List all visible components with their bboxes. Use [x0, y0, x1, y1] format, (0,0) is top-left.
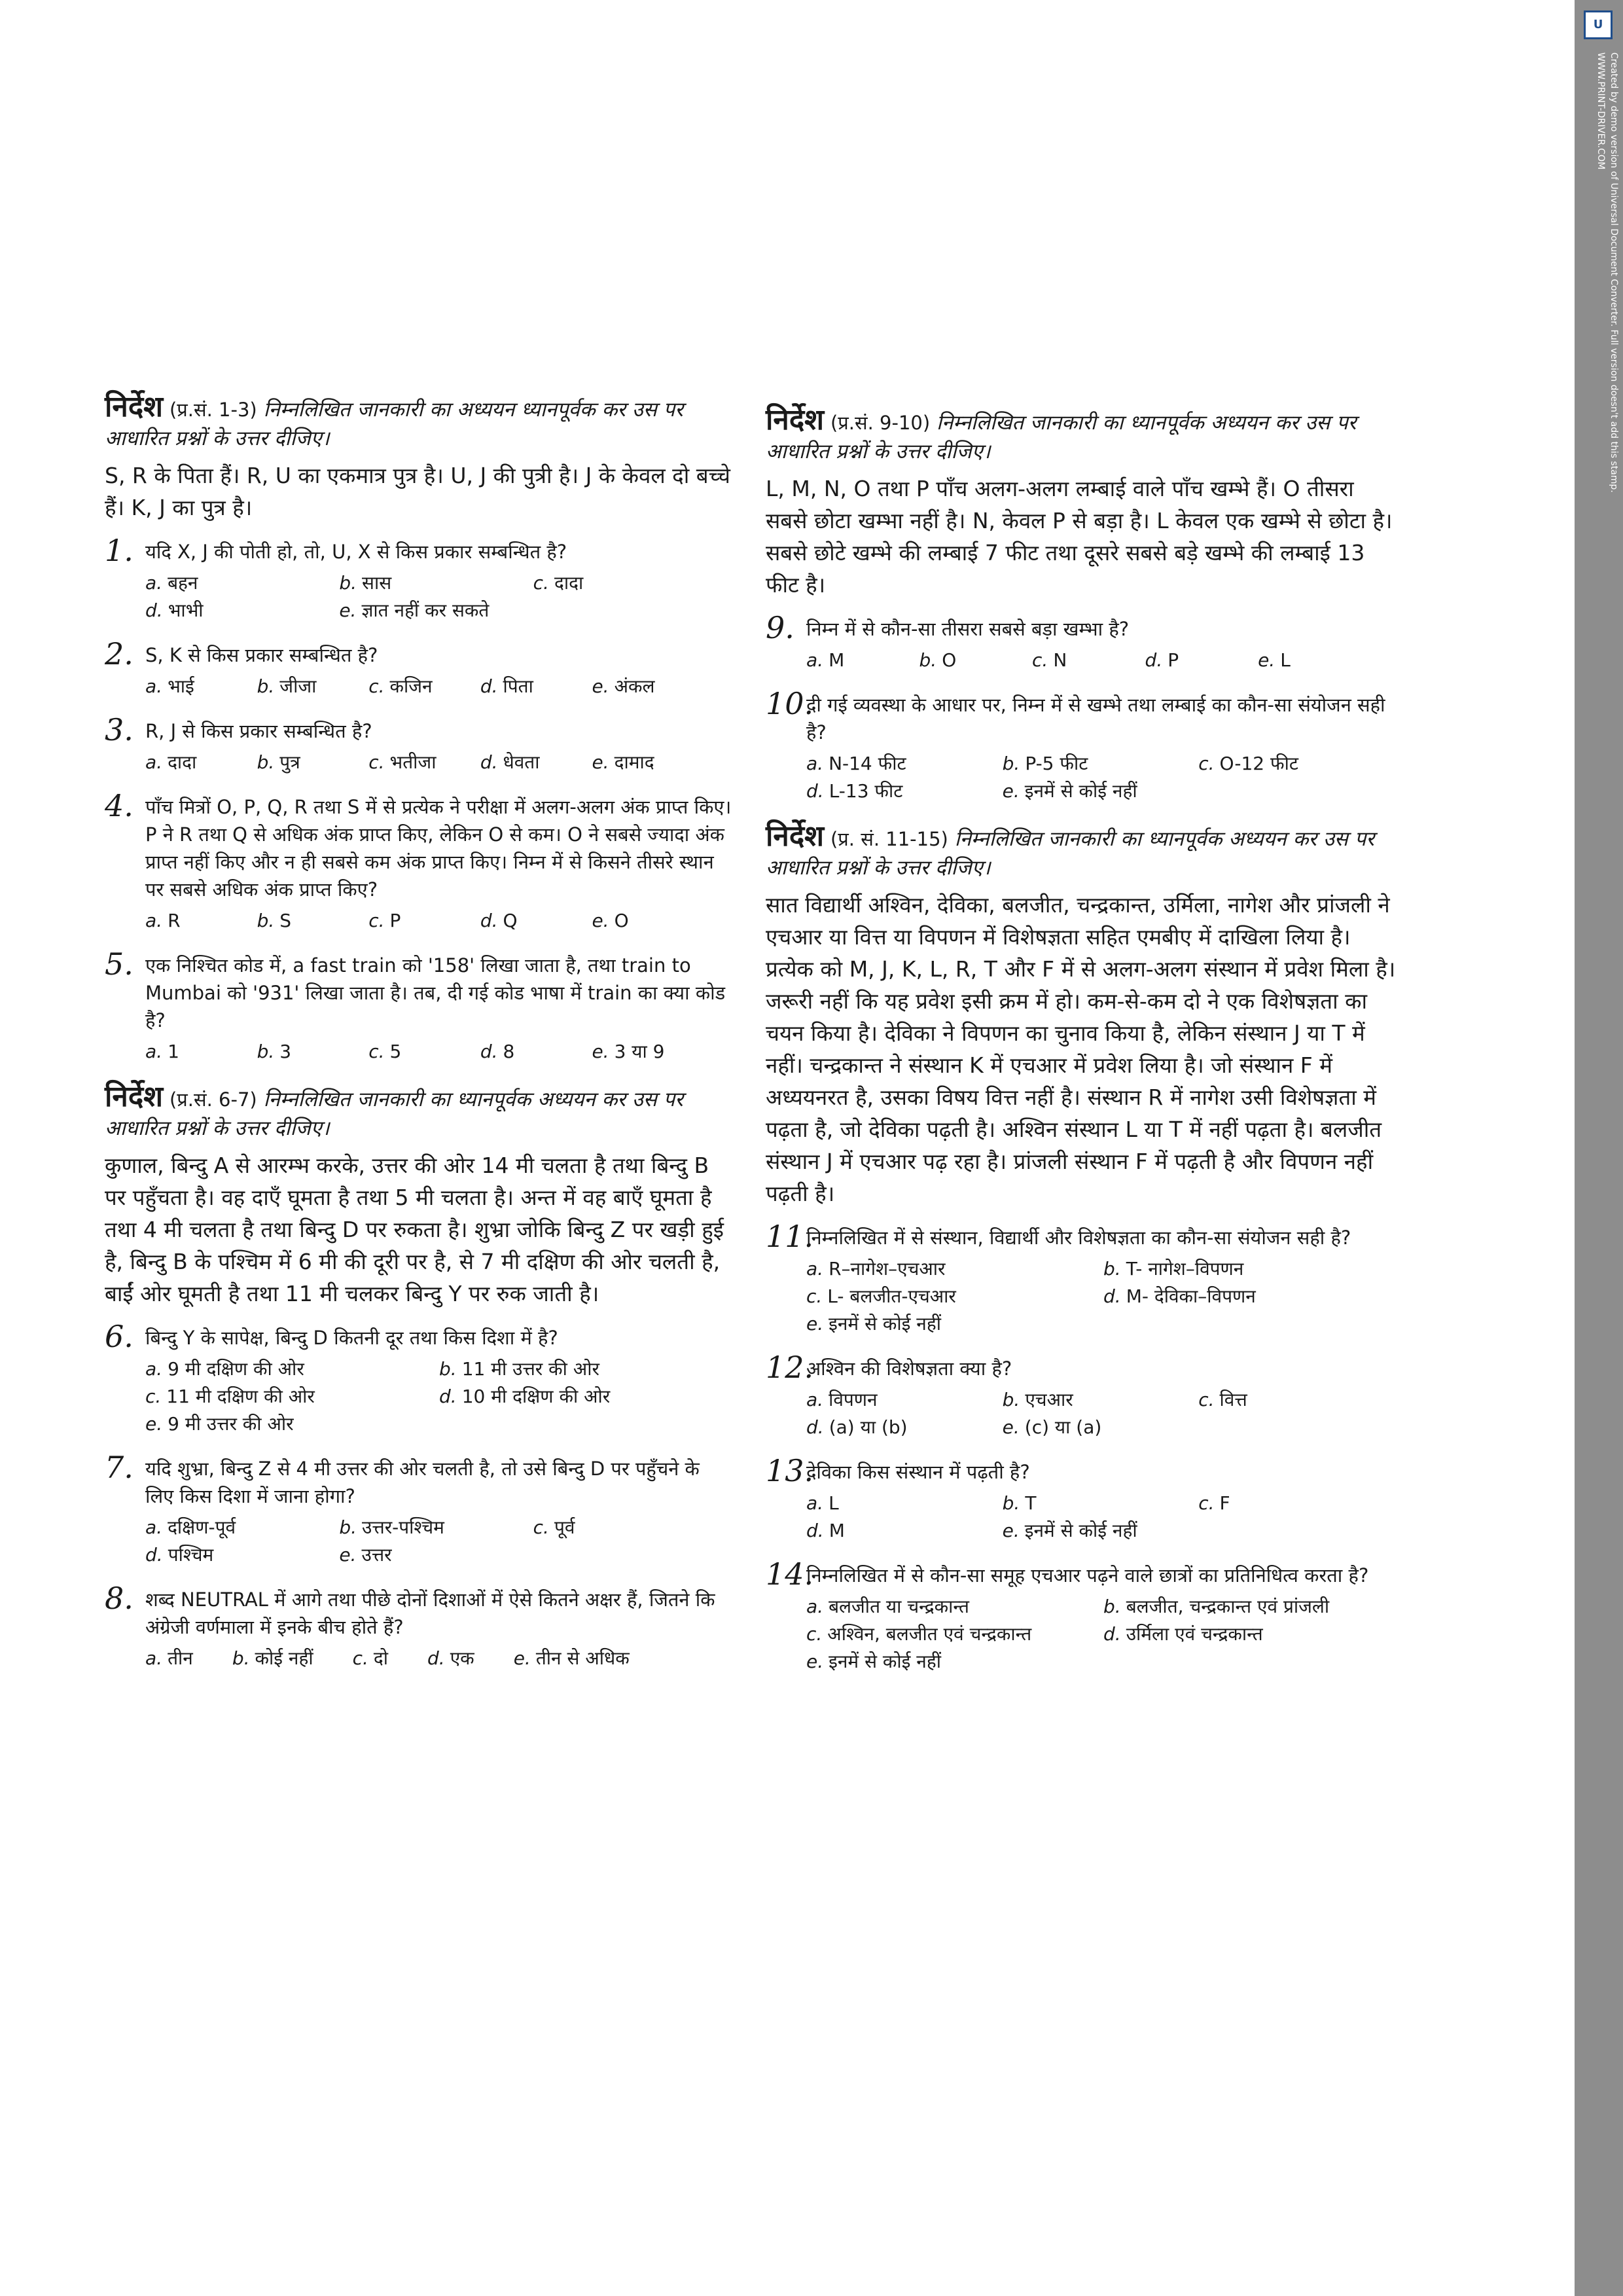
option-b: b. T- नागेश–विपणन [1103, 1258, 1244, 1280]
passage-11-15: सात विद्यार्थी अश्विन, देविका, बलजीत, चन्द्रकान्त, उर्मिला, नागेश और प्रांजली ने एचआर या वित्त या विपणन में विशेषज्ञता सहित एमबीए में दाखिला लिया है। प्रत्येक को M, J, K, L, R, T और F में से अलग-अलग संस्थान में प्रवेश मिला है। जरूरी नहीं कि यह प्रवेश इसी क्रम में हो। कम-से-कम दो ने एक विशेषज्ञता का चयन किया है। देविका ने विपणन का चुनाव किया है, लेकिन संस्थान J या T में नहीं। चन्द्रकान्त ने संस्थान K में एचआर में प्रवेश लिया है। जो संस्थान F में अध्ययनरत है, उसका विषय वित्त नहीं है। संस्थान R में नागेश उसी विशेषज्ञता में पढ़ता है, जो देविका पढ़ती है। अश्विन संस्थान L या T में नहीं पढ़ता है। बलजीत संस्थान J में एचआर पढ़ रहा है। प्रांजली संस्थान F में पढ़ती है और विपणन नहीं पढ़ती है। [766, 892, 1396, 1206]
question-4 [105, 788, 733, 935]
directive-instruction: निम्नलिखित जानकारी का ध्यानपूर्वक अध्ययन कर उस पर आधारित प्रश्नों के उत्तर दीजिए। [105, 1088, 683, 1140]
option-a: a. R–नागेश–एचआर [806, 1258, 946, 1280]
option-c: c. वित्त [1198, 1389, 1247, 1410]
option-a: a. विपणन [806, 1389, 878, 1410]
option-b: b. जीजा [257, 675, 317, 697]
option-d: d. (a) या (b) [806, 1416, 908, 1438]
option-e: e. इनमें से कोई नहीं [806, 1651, 941, 1672]
option-c: c. अश्विन, बलजीत एवं चन्द्रकान्त [806, 1623, 1032, 1645]
option-b: b. P-5 फीट [1002, 753, 1088, 774]
question-number: 10. [766, 686, 814, 721]
question-8 [105, 1581, 733, 1672]
directive-heading: निर्देश [766, 819, 825, 853]
directive-heading: निर्देश [105, 1080, 164, 1113]
option-d: d. भाभी [145, 600, 204, 621]
option-c: c. दो [352, 1647, 389, 1669]
option-e: e. L [1258, 649, 1291, 671]
options [806, 1255, 1400, 1338]
question-9 [766, 610, 1400, 674]
directive-1-3 [105, 390, 733, 453]
question-number: 9. [766, 610, 794, 645]
directive-6-7 [105, 1080, 733, 1143]
option-b: b. T [1002, 1492, 1037, 1514]
question-text: एक निश्चित कोड में, a fast train को '158' लिखा जाता है, तथा train to Mumbai को '931' लिखा जाता है। तब, दी गई कोड भाषा में train का क्या कोड है? [145, 954, 726, 1031]
option-a: a. दादा [145, 751, 197, 773]
option-a: a. बहन [145, 572, 198, 594]
options [145, 673, 733, 700]
passage-9-10: L, M, N, O तथा P पाँच अलग-अलग लम्बाई वाले पाँच खम्भे हैं। O तीसरा सबसे छोटा खम्भा नहीं है। N, केवल P से बड़ा है। L केवल एक खम्भे से छोटा है। सबसे छोटे खम्भे की लम्बाई 7 फीट तथा दूसरे सबसे बड़े खम्भे की लम्बाई 13 फीट है। [766, 476, 1393, 598]
directive-heading: निर्देश [105, 390, 164, 423]
question-3 [105, 712, 733, 776]
option-d: d. धेवता [480, 751, 540, 773]
option-c: c. कजिन [368, 675, 433, 697]
option-e: e. इनमें से कोई नहीं [1002, 1520, 1137, 1541]
directive-instruction: निम्नलिखित जानकारी का अध्ययन ध्यानपूर्वक कर उस पर आधारित प्रश्नों के उत्तर दीजिए। [105, 398, 683, 450]
option-d: d. 10 मी दक्षिण की ओर [439, 1386, 611, 1407]
options [145, 569, 733, 624]
directive-instruction: निम्नलिखित जानकारी का ध्यानपूर्वक अध्ययन कर उस पर आधारित प्रश्नों के उत्तर दीजिए। [766, 827, 1375, 880]
option-c: c. दादा [533, 572, 584, 594]
option-d: d. पश्चिम [145, 1544, 214, 1566]
converter-stamp-bar [1575, 0, 1623, 2296]
option-a: a. दक्षिण-पूर्व [145, 1516, 236, 1538]
directive-9-10 [766, 403, 1400, 466]
option-b: b. कोई नहीं [232, 1647, 313, 1669]
option-e: e. तीन से अधिक [513, 1647, 630, 1669]
options [145, 749, 733, 776]
option-c: c. 11 मी दक्षिण की ओर [145, 1386, 315, 1407]
option-d: d. 8 [480, 1041, 515, 1062]
option-c: c. 5 [368, 1041, 402, 1062]
question-number: 1. [105, 533, 134, 568]
question-10 [766, 686, 1400, 805]
option-e: e. इनमें से कोई नहीं [1002, 780, 1137, 802]
options [806, 1593, 1400, 1676]
option-d: d. उर्मिला एवं चन्द्रकान्त [1103, 1623, 1263, 1645]
converter-stamp-text [1594, 52, 1620, 493]
options [145, 1355, 733, 1438]
question-number: 5. [105, 946, 134, 982]
option-a: a. तीन [145, 1647, 193, 1669]
option-b: b. O [919, 649, 957, 671]
question-text: अश्विन की विशेषज्ञता क्या है? [806, 1357, 1012, 1380]
option-a: a. 9 मी दक्षिण की ओर [145, 1358, 304, 1380]
option-b: b. 11 मी उत्तर की ओर [439, 1358, 599, 1380]
options [806, 1490, 1400, 1545]
option-a: a. L [806, 1492, 839, 1514]
question-text: शब्द NEUTRAL में आगे तथा पीछे दोनों दिशाओं में ऐसे कितने अक्षर हैं, जितने कि अंग्रेजी वर्णमाला में इनके बीच होते हैं? [145, 1588, 715, 1638]
question-number: 4. [105, 788, 134, 823]
options [145, 1038, 733, 1066]
option-d: d. M [806, 1520, 845, 1541]
question-number: 6. [105, 1319, 134, 1354]
option-c: c. P [368, 910, 401, 931]
question-text: पाँच मित्रों O, P, Q, R तथा S में से प्रत्येक ने परीक्षा में अलग-अलग अंक प्राप्त किए। P ने R तथा Q से अधिक अंक प्राप्त किए, लेकिन O से कम। O ने सबसे ज्यादा अंक प्राप्त नहीं किए और न ही सबसे कम अंक प्राप्त किए। निम्न में से किसने तीसरे स्थान पर सबसे अधिक अंक प्राप्त किए? [145, 796, 732, 901]
question-number: 14. [766, 1556, 814, 1592]
stamp-line-2: WWW.PRINT-DRIVER.COM [1596, 52, 1606, 170]
question-text: निम्नलिखित में से संस्थान, विद्यार्थी और विशेषज्ञता का कौन-सा संयोजन सही है? [806, 1227, 1351, 1249]
option-c: c. N [1032, 649, 1067, 671]
options [145, 1645, 733, 1672]
question-12 [766, 1350, 1400, 1441]
passage-1-3: S, R के पिता हैं। R, U का एकमात्र पुत्र है। U, J की पुत्री है। J के केवल दो बच्चे हैं। K, J का पुत्र है। [105, 463, 730, 520]
question-6 [105, 1319, 733, 1438]
options [806, 750, 1400, 805]
directive-instruction: निम्नलिखित जानकारी का ध्यानपूर्वक अध्ययन कर उस पर आधारित प्रश्नों के उत्तर दीजिए। [766, 411, 1357, 463]
question-number: 7. [105, 1450, 134, 1485]
question-text: निम्नलिखित में से कौन-सा समूह एचआर पढ़ने वाले छात्रों का प्रतिनिधित्व करता है? [806, 1564, 1369, 1587]
question-text: देविका किस संस्थान में पढ़ती है? [806, 1461, 1030, 1483]
options [806, 647, 1400, 674]
option-b: b. बलजीत, चन्द्रकान्त एवं प्रांजली [1103, 1596, 1330, 1617]
option-a: a. बलजीत या चन्द्रकान्त [806, 1596, 969, 1617]
option-d: d. एक [427, 1647, 474, 1669]
question-text: दी गई व्यवस्था के आधार पर, निम्न में से खम्भे तथा लम्बाई का कौन-सा संयोजन सही है? [806, 694, 1385, 744]
question-text: यदि शुभ्रा, बिन्दु Z से 4 मी उत्तर की ओर चलती है, तो उसे बिन्दु D पर पहुँचने के लिए किस दिशा में जाना होगा? [145, 1458, 700, 1507]
option-c: c. L- बलजीत-एचआर [806, 1285, 956, 1307]
question-number: 3. [105, 712, 134, 747]
option-e: e. ज्ञात नहीं कर सकते [339, 600, 490, 621]
option-e: e. इनमें से कोई नहीं [806, 1313, 941, 1335]
option-e: e. अंकल [592, 675, 655, 697]
directive-range: (प्र. सं. 11-15) [830, 828, 948, 850]
option-d: d. पिता [480, 675, 533, 697]
question-number: 12. [766, 1350, 814, 1385]
option-e: e. (c) या (a) [1002, 1416, 1102, 1438]
option-b: b. उत्तर-पश्चिम [339, 1516, 444, 1538]
option-c: c. F [1198, 1492, 1230, 1514]
option-a: a. N-14 फीट [806, 753, 906, 774]
option-e: e. उत्तर [339, 1544, 392, 1566]
option-b: b. सास [339, 572, 392, 594]
option-c: c. O-12 फीट [1198, 753, 1298, 774]
question-7 [105, 1450, 733, 1569]
question-text: निम्न में से कौन-सा तीसरा सबसे बड़ा खम्भा है? [806, 618, 1130, 640]
option-d: d. M- देविका–विपणन [1103, 1285, 1256, 1307]
directive-range: (प्र.सं. 9-10) [830, 412, 931, 434]
stamp-line-1: Created by demo version of Universal Document Converter. Full version doesn't add this stamp. [1609, 52, 1619, 493]
question-text: S, K से किस प्रकार सम्बन्धित है? [145, 644, 378, 666]
option-b: b. S [257, 910, 292, 931]
question-5 [105, 946, 733, 1066]
options [145, 1514, 733, 1569]
question-text: यदि X, J की पोती हो, तो, U, X से किस प्रकार सम्बन्धित है? [145, 541, 567, 563]
question-text: R, J से किस प्रकार सम्बन्धित है? [145, 720, 372, 742]
directive-11-15 [766, 819, 1400, 882]
question-11 [766, 1219, 1400, 1338]
option-c: c. भतीजा [368, 751, 437, 773]
option-a: a. 1 [145, 1041, 179, 1062]
question-text: बिन्दु Y के सापेक्ष, बिन्दु D कितनी दूर तथा किस दिशा में है? [145, 1327, 558, 1349]
option-b: b. 3 [257, 1041, 292, 1062]
question-number: 11. [766, 1219, 814, 1254]
right-column [766, 403, 1400, 1693]
question-13 [766, 1453, 1400, 1545]
question-number: 13. [766, 1453, 814, 1488]
option-e: e. O [592, 910, 629, 931]
directive-range: (प्र.सं. 1-3) [169, 399, 257, 421]
question-2 [105, 636, 733, 700]
options [145, 907, 733, 935]
option-d: d. Q [480, 910, 518, 931]
question-14 [766, 1556, 1400, 1676]
directive-heading: निर्देश [766, 403, 825, 437]
question-number: 2. [105, 636, 134, 672]
option-a: a. भाई [145, 675, 194, 697]
option-c: c. पूर्व [533, 1516, 575, 1538]
option-e: e. 9 मी उत्तर की ओर [145, 1413, 294, 1435]
directive-range: (प्र.सं. 6-7) [169, 1088, 257, 1111]
option-d: d. L-13 फीट [806, 780, 903, 802]
option-b: b. एचआर [1002, 1389, 1073, 1410]
option-b: b. पुत्र [257, 751, 300, 773]
options [806, 1386, 1400, 1441]
option-a: a. R [145, 910, 181, 931]
question-1 [105, 533, 733, 624]
question-number: 8. [105, 1581, 134, 1616]
option-d: d. P [1145, 649, 1179, 671]
left-column [105, 390, 733, 1689]
option-e: e. 3 या 9 [592, 1041, 665, 1062]
converter-logo-icon: U [1584, 10, 1613, 39]
passage-6-7: कुणाल, बिन्दु A से आरम्भ करके, उत्तर की ओर 14 मी चलता है तथा बिन्दु B पर पहुँचता है। वह दाएँ घूमता है तथा 5 मी चलता है। अन्त में वह बाएँ घूमता है तथा 4 मी चलता है तथा बिन्दु D पर रुकता है। शुभ्रा जोकि बिन्दु Z पर खड़ी हुई है, बिन्दु B के पश्चिम में 6 मी की दूरी पर है, से 7 मी दक्षिण की ओर चलती है, बाईं ओर घूमती है तथा 11 मी चलकर बिन्दु Y पर रुक जाती है। [105, 1153, 724, 1306]
option-e: e. दामाद [592, 751, 654, 773]
option-a: a. M [806, 649, 845, 671]
